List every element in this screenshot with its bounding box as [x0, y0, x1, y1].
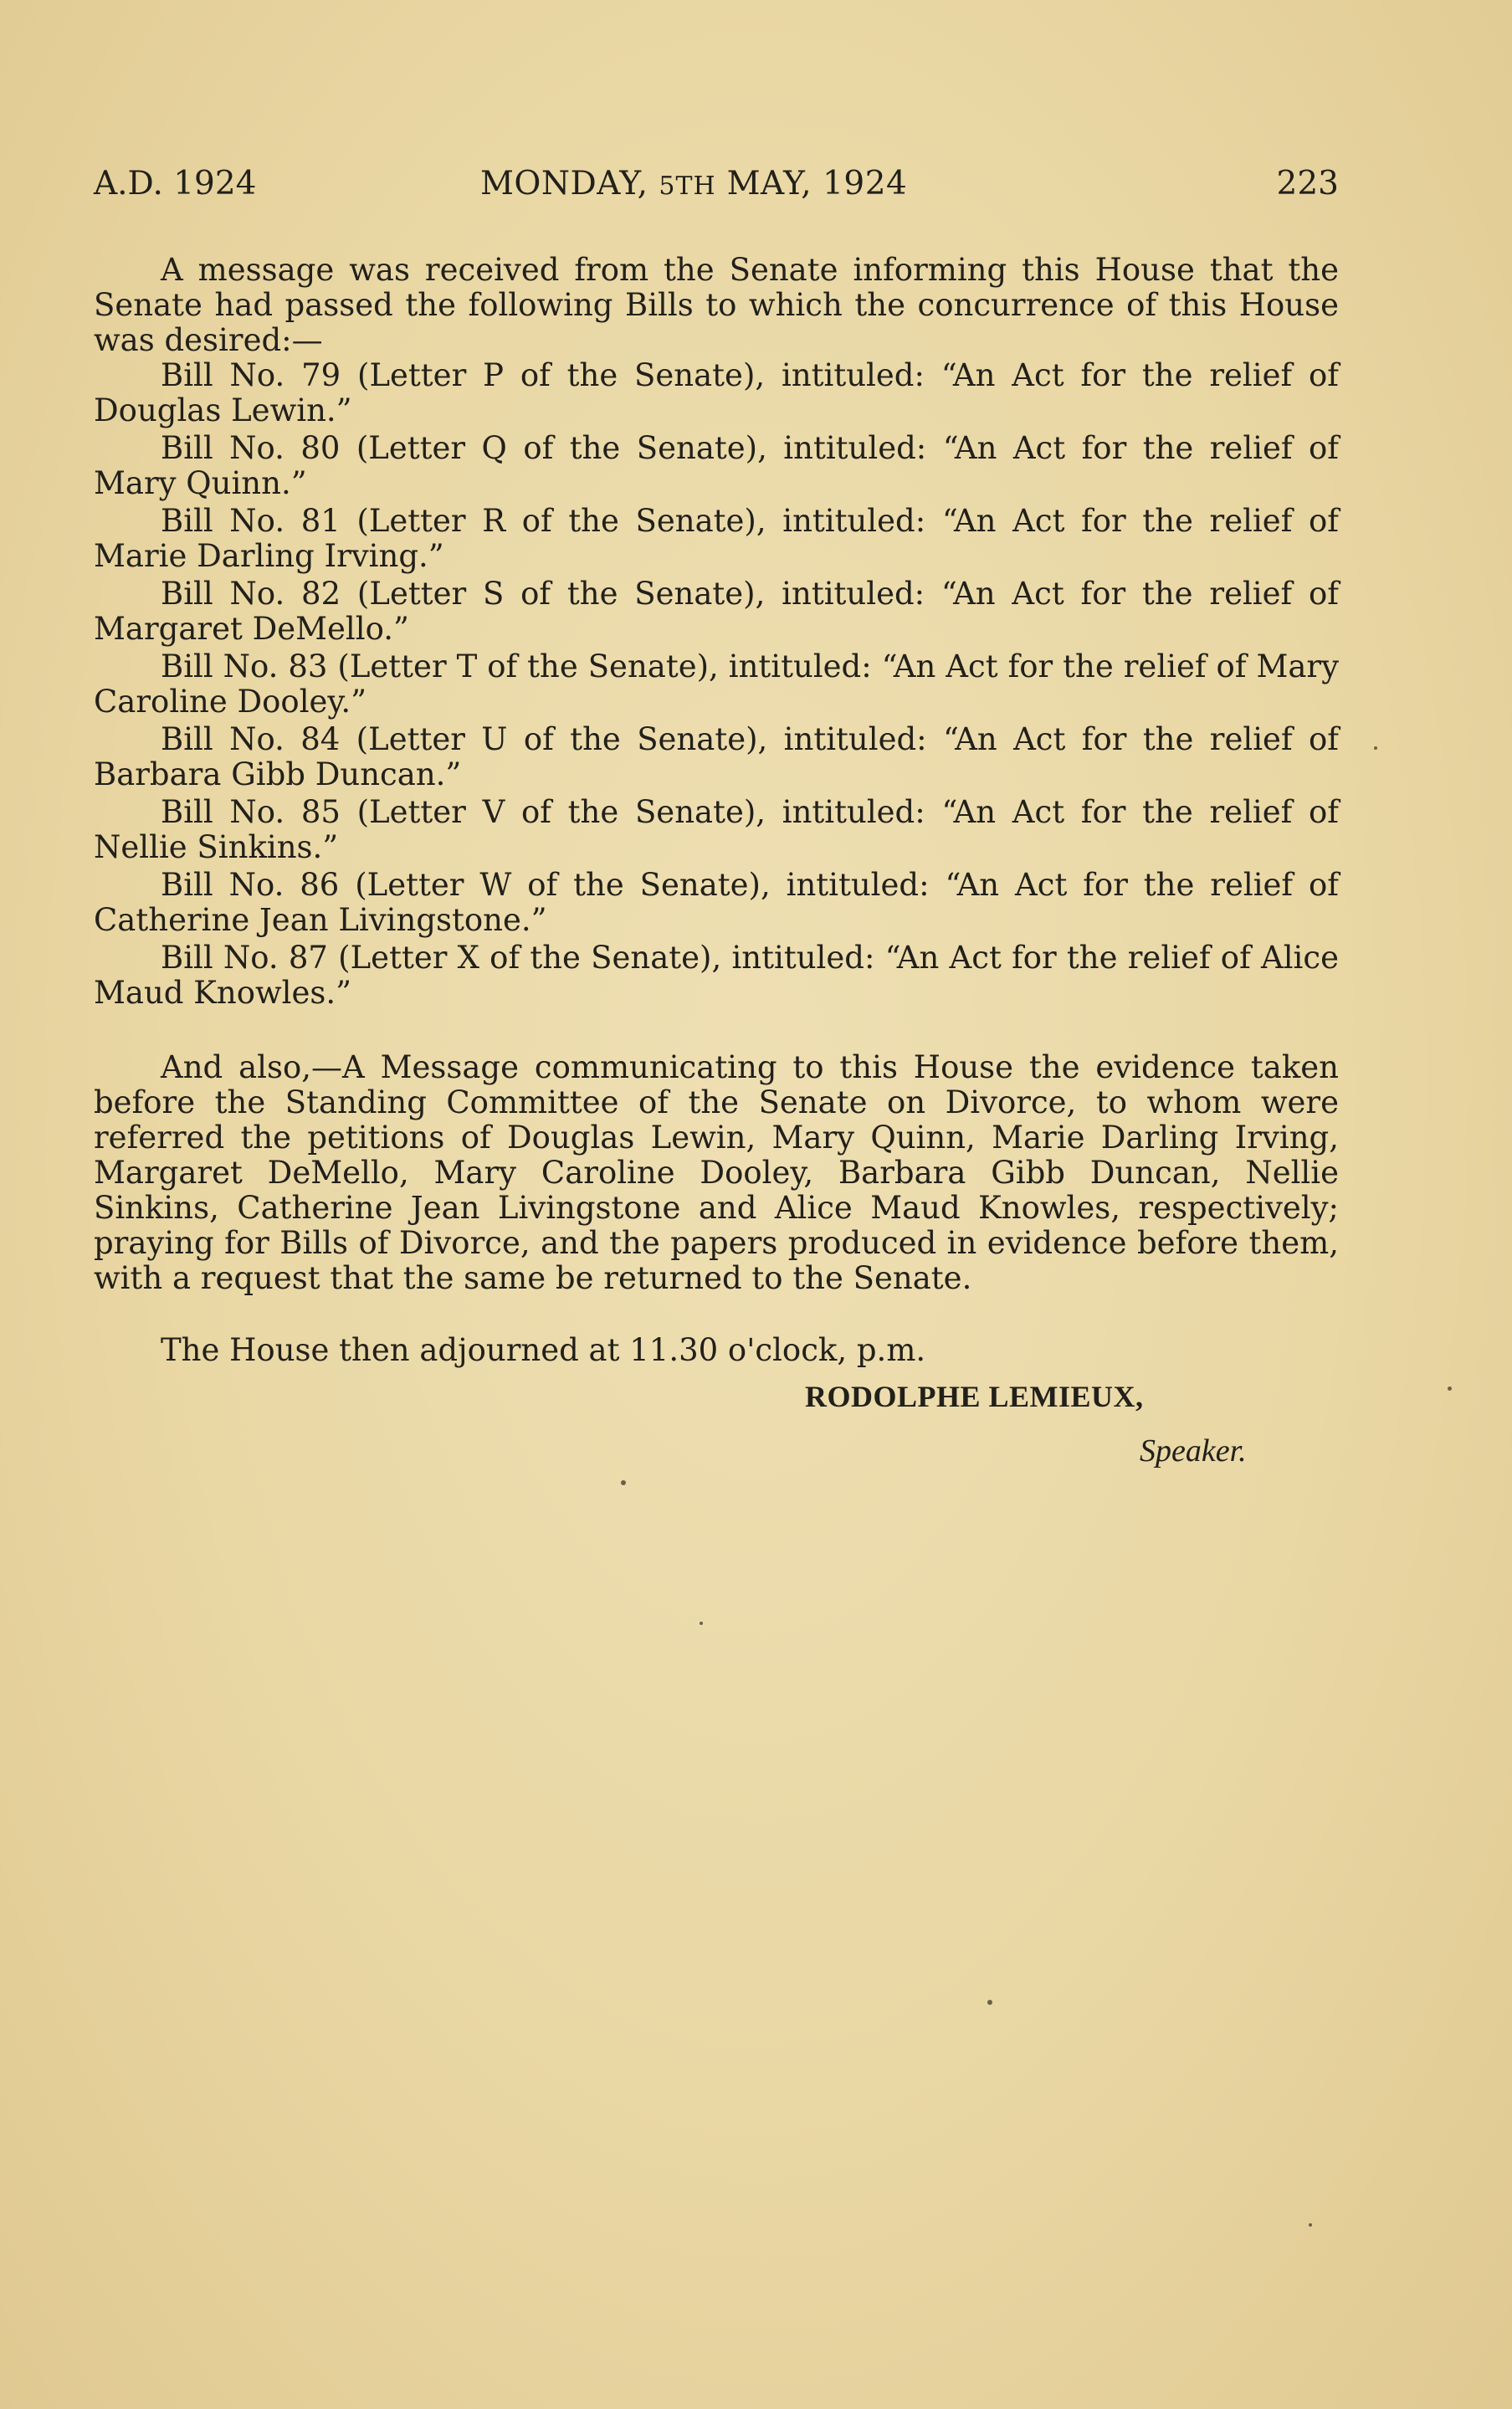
paragraph-gap: [94, 1296, 1339, 1333]
bill-entry: Bill No. 85 (Letter V of the Senate), intituled: “An Act for the relief of Nellie Sinkins.”: [94, 794, 1339, 865]
evidence-message-paragraph: And also,—A Message communicating to this House the evidence taken before the Standing Committee of the Senate on Divorce, to whom were referred the petitions of Douglas Lewin, Mary Quinn, Marie Darling Irving, Margaret DeMello, Mary Caroline Dooley, Barbara Gibb Duncan, Nellie Sinkins, Catherine Jean Livingstone and Alice Maud Knowles, respectively; praying for Bills of Divorce, and the papers produced in evidence before them, with a request that the same be returned to the Senate.: [94, 1049, 1339, 1296]
bill-entry: Bill No. 82 (Letter S of the Senate), intituled: “An Act for the relief of Margaret DeMello.”: [94, 576, 1339, 647]
adjournment-line: The House then adjourned at 11.30 o'clock, p.m.: [161, 1332, 926, 1368]
speaker-title: Speaker.: [1140, 1433, 1247, 1468]
bill-entry: Bill No. 79 (Letter P of the Senate), intituled: “An Act for the relief of Douglas Lewin.”: [94, 357, 1339, 428]
paper-speck: [700, 1622, 703, 1625]
bill-entry: Bill No. 81 (Letter R of the Senate), intituled: “An Act for the relief of Marie Darling Irving.”: [94, 503, 1339, 574]
bill-entry: Bill No. 86 (Letter W of the Senate), intituled: “An Act for the relief of Catherine Jean Livingstone.”: [94, 867, 1339, 938]
bill-entry: Bill No. 83 (Letter T of the Senate), intituled: “An Act for the relief of Mary Caroline Dooley.”: [94, 648, 1339, 720]
bill-entry: Bill No. 80 (Letter Q of the Senate), intituled: “An Act for the relief of Mary Quinn.”: [94, 430, 1339, 501]
speaker-name: RODOLPHE LEMIEUX,: [805, 1380, 1144, 1413]
paper-speck: [987, 2000, 992, 2005]
bill-entry: Bill No. 84 (Letter U of the Senate), intituled: “An Act for the relief of Barbara Gibb Duncan.”: [94, 721, 1339, 792]
paper-speck: [1448, 1386, 1452, 1391]
journal-body: [94, 253, 1339, 1368]
paper-speck: [621, 1480, 626, 1485]
page-number: 223: [1276, 165, 1339, 202]
paper-speck: [1374, 746, 1377, 750]
paragraph-gap: [94, 1013, 1339, 1050]
page-header: [94, 159, 1339, 209]
bill-entry: Bill No. 87 (Letter X of the Senate), intituled: “An Act for the relief of Alice Maud Knowles.”: [94, 940, 1339, 1011]
senate-message-paragraph: A message was received from the Senate informing this House that the Senate had passed the following Bills to which the concurrence of this House was desired:—: [94, 252, 1339, 358]
header-date: MONDAY, 5TH MAY, 1924: [480, 165, 908, 202]
paper-speck: [1309, 2223, 1312, 2227]
header-year: A.D. 1924: [94, 165, 257, 202]
